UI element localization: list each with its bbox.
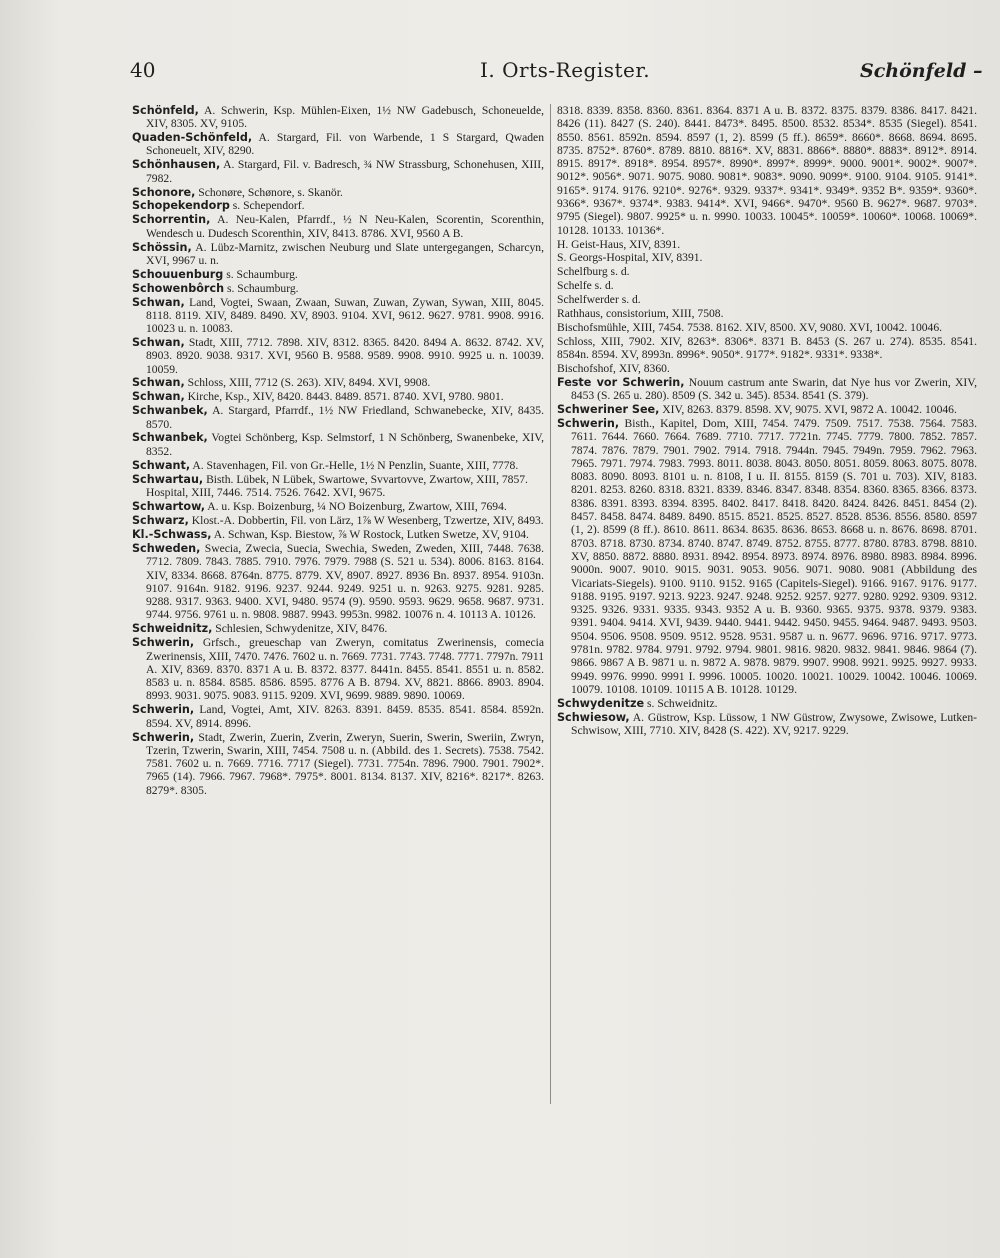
entry-headword: Schwan, [132,390,185,404]
entry-text: XIV, 8263. 8379. 8598. XV, 9075. XVI, 9872 A. 10042. 10046. [659,403,957,417]
entry-text: Bisth., Kapitel, Dom, XIII, 7454. 7479. 7509. 7517. 7538. 7564. 7583. 7611. 7644. 7660. 7664. 7689. 7710. 7717. 7721n. 7745. 7779. 7800. 7852. 7857. 7874. 7876. 7879. 7901. 7902. 7914. 7918. 7944n. 7945. 7949n. 7959. 7962. 7963. 7965. 7971. 7974. 7983. 7993. 8011. 8038. 8043. 8050. 8051. 8059. 8063. 8075. 8078. 8083. 8090. 8093. 8101 u. n. 8108, I u. II. 8155. 8159 (S. 701 u. 703). XIV, 8183. 8201. 8253. 8260. 8318. 8321. 8339. 8346. 8347. 8348. 8354. 8360. 8365. 8366. 8373. 8386. 8391. 8393. 8394. 8395. 8402. 8417. 8418. 8420. 8424. 8426. 8451. 8454 (2). 8457. 8458. 8474. 8489. 8490. 8515. 8521. 8525. 8527. 8528. 8536. 8556. 8580. 8597 (1, 2). 8599 (8 ff.). 8610. 8611. 8634. 8635. 8636. 8653. 8668 u. n. 8676. 8698. 8701. 8703. 8718. 8730. 8734. 8740. 8747. 8749. 8752. 8755. 8777. 8780. 8783. 8798. 8810. XV, 8850. 8872. 8880. 8931. 8942. 8954. 8973. 8974. 8976. 8980. 8983. 8984. 8996. 9000n. 9007. 9010. 9015. 9031. 9053. 9056. 9071. 9080. 9081 (Abbildung des Vicariats-Siegels). 9100. 9110. 9152. 9165 (Capitels-Siegel). 9166. 9167. 9176. 9177. 9188. 9195. 9197. 9213. 9223. 9247. 9248. 9252. 9257. 9277. 9280. 9292. 9309. 9312. 9325. 9326. 9331. 9335. 9343. 9352 A u. B. 9360. 9365. 9375. 9378. 9379. 9383. 9391. 9404. 9414. XVI, 9439. 9440. 9441. 9442. 9450. 9455. 9464. 9487. 9493. 9503. 9504. 9506. 9508. 9509. 9512. 9528. 9531. 9587 u. n. 9677. 9696. 9716. 9717. 9773. 9781n. 9782. 9784. 9791. 9792. 9794. 9801. 9816. 9820. 9832. 9841. 9846. 9864 (7). 9866. 9867 A B. 9871 u. n. 9872 A. 9878. 9879. 9907. 9908. 9921. 9925. 9927. 9933. 9949. 9976. 9990. 9991 I. 9996. 10005. 10020. 10021. 10029. 10042. 10046. 10069. 10079. 10108. 10109. 10115 A B. 10128. 10129. [571,416,977,696]
index-entry [132,390,544,403]
index-entry [132,241,544,268]
index-entry [132,282,544,295]
entry-text: s. Schependorf. [229,199,305,213]
entry-headword: Quaden-Schönfeld, [132,131,253,145]
entry-headword: Schwarz, [132,514,189,528]
entry-text: S. Georgs-Hospital, XIV, 8391. [557,251,703,265]
entry-headword: Schwydenitze [557,696,645,710]
index-entry [132,199,544,212]
index-entry [132,376,544,389]
entry-text: Bisth. Lübek, N Lübek, Swartowe, Svvartovve, Zwartow, XIII, 7857. [203,472,528,486]
section-title: I. Orts-Register. [480,58,651,82]
left-column [132,104,544,798]
entry-headword: Schwan, [132,335,185,349]
entry-text: Vogtei Schönberg, Ksp. Selmstorf, 1 N Schönberg, Swanenbeke, XIV, 8352. [146,431,544,458]
index-entry [132,404,544,431]
entry-headword: Schonore, [132,185,196,199]
index-entry [132,131,544,158]
entry-text: Bischofshof, XIV, 8360. [557,361,670,375]
index-entry [557,279,977,292]
entry-headword: Schweriner See, [557,403,660,417]
entry-text: Schlesien, Schwydenitze, XIV, 8476. [212,622,388,636]
entry-text: Stadt, XIII, 7712. 7898. XIV, 8312. 8365. 8420. 8494 A. 8632. 8742. XV, 8903. 8920. 9038. 9317. XVI, 9560 B. 9588. 9589. 9908. 9910. 9925 u. n. 10039. 10059. [146,335,544,376]
entry-text: Bischofsmühle, XIII, 7454. 7538. 8162. XIV, 8500. XV, 9080. XVI, 10042. 10046. [557,320,943,334]
index-entry [557,321,977,334]
index-entry [132,703,544,730]
entry-text: Land, Vogtei, Amt, XIV. 8263. 8391. 8459. 8535. 8541. 8584. 8592n. 8594. XV, 8914. 8996. [146,703,544,730]
index-entry [132,500,544,513]
entry-headword: Kl.-Schwass, [132,528,212,542]
index-entry [557,307,977,320]
index-entry [557,376,977,403]
entry-headword: Schwartau, [132,472,204,486]
index-entry [557,711,977,738]
index-entry [132,636,544,702]
entry-headword: Schweidnitz, [132,622,213,636]
entry-text: Schloss, XIII, 7902. XIV, 8263*. 8306*. 8371 B. 8453 (S. 267 u. 274). 8535. 8541. 8584n. 8594. XV, 8993n. 8996*. 9050*. 9177*. 9182*. 9331*. 9338*. [557,334,977,362]
index-entry [557,251,977,264]
entry-headword: Schwan, [132,376,185,390]
index-entry [132,296,544,336]
index-entry [557,335,977,362]
entry-text: Schelfwerder s. d. [557,293,641,307]
entry-text: A. Neu-Kalen, Pfarrdf., ½ N Neu-Kalen, Scorentin, Scorenthin, Wendesch u. Dudesch Scorenthin, XIV, 8413. 8786. XVI, 9560 A B. [146,213,544,240]
entry-text: Grfsch., greueschap van Zweryn, comitatus Zwerinensis, comecia Zwerinensis, XIII, 7470. 7476. 7602 u. n. 7669. 7731. 7743. 7748. 7771. 7797n. 7911 A. XIV, 8369. 8370. 8371 A u. B. 8372. 8377. 8441n. 8455. 8541. 8551 u. n. 8582. 8583 u. n. 8584. 8585. 8586. 8595. 8776 A B. 8794. XV, 8821. 8866. 8903. 8904. 8993. 9031. 9075. 9083. 9115. 9209. XVI, 9699. 9889. 9890. 10069. [146,636,544,703]
entry-text: Swecia, Zwecia, Suecia, Swechia, Sweden, Zweden, XIII, 7448. 7638. 7712. 7809. 7843. 7885. 7910. 7976. 7979. 7988 (S. 521 u. 534). 8006. 8163. 8164. XIV, 8334. 8668. 8764n. 8775. 8779. XV, 8907. 8927. 8936 Bn. 8937. 8954. 9103n. 9107. 9164n. 9182. 9196. 9237. 9244. 9249. 9251 u. n. 9263. 9275. 9281. 9285. 9288. 9317. 9363. 9400. XVI, 9480. 9574 (9). 9590. 9593. 9629. 9658. 9687. 9731. 9744. 9756. 9761 u. n. 9808. 9887. 9943. 9953n. 9982. 10076 n. 4. 10113 A. 10126. [146,541,544,622]
catchword: Schönfeld – [860,60,983,82]
entry-headword: Schwartow, [132,500,205,514]
entry-text: Nouum castrum ante Swarin, dat Nye hus vor Zwerin, XIV, 8453 (S. 265 u. 280). 8509 (S. 342 u. 345). 8534. 8541 (S. 379). [571,375,977,403]
entry-text: A. Stargard, Pfarrdf., 1½ NW Friedland, Schwanebecke, XIV, 8435. 8570. [146,404,544,431]
entry-headword: Schönfeld, [132,104,199,117]
entry-headword: Schönhausen, [132,158,221,172]
entry-text: Kirche, Ksp., XIV, 8420. 8443. 8489. 8571. 8740. XVI, 9780. 9801. [184,390,504,404]
entry-headword: Schwerin, [132,730,195,744]
entry-headword: Schouuenburg [132,267,224,281]
entry-text: A. Schwan, Ksp. Biestow, ⅞ W Rostock, Lutken Swetze, XV, 9104. [211,528,529,542]
index-entry [132,731,544,797]
entry-text: Schelfe s. d. [557,279,614,293]
entry-text: A. u. Ksp. Boizenburg, ¼ NO Boizenburg, Zwartow, XIII, 7694. [204,500,507,514]
entry-text: Stadt, Zwerin, Zuerin, Zverin, Zweryn, Suerin, Swerin, Sweriin, Zwryn, Tzerin, Tzwerin, Swarin, XIII, 7454. 7508 u. n. (Abbild. des 1. Secrets). 7538. 7542. 7581. 7602 u. n. 7669. 7716. 7717 (Siegel). 7731. 7754n. 7896. 7900. 7901. 7902*. 7965 (14). 7966. 7967. 7968*. 7975*. 8001. 8134. 8137. XIV, 8216*. 8217*. 8263. 8279*. 8305. [146,730,544,797]
entry-headword: Schössin, [132,240,192,254]
index-entry [557,265,977,278]
entry-headword: Schwerin, [132,703,195,717]
index-entry [557,238,977,251]
entry-text: s. Schaumburg. [224,281,299,295]
entry-text: A. Stargard, Fil. von Warbende, 1 S Stargard, Qwaden Schoneuelt, XIV, 8290. [146,131,544,158]
entry-text: A. Stargard, Fil. v. Badresch, ¾ NW Strassburg, Schonehusen, XIII, 7982. [146,158,544,185]
index-entry [557,362,977,375]
index-entry [132,431,544,458]
index-entry [132,336,544,376]
entry-headword: Schweden, [132,541,201,555]
entry-text: Schonøre, Schønore, s. Skanör. [195,185,343,199]
entry-text: Schloss, XIII, 7712 (S. 263). XIV, 8494. XVI, 9908. [184,376,431,390]
entry-text: Schelfburg s. d. [557,265,630,279]
index-entry [557,417,977,696]
entry-headword: Schwanbek, [132,431,208,445]
page-header [0,58,1000,88]
index-entry [557,104,977,237]
index-entry [132,473,544,486]
index-entry [132,213,544,240]
index-entry [557,293,977,306]
entry-text: Hospital, XIII, 7446. 7514. 7526. 7642. XVI, 9675. [146,486,386,500]
index-entry [132,542,544,622]
index-entry [132,186,544,199]
index-entry [557,403,977,416]
entry-text: Klost.-A. Dobbertin, Fil. von Lärz, 1⅞ W Wesenberg, Tzwertze, XIV, 8493. [188,514,544,528]
entry-headword: Schwant, [132,458,191,472]
index-entry [132,459,544,472]
right-column [557,104,977,738]
page-number: 40 [130,58,156,82]
entry-headword: Feste vor Schwerin, [557,375,685,389]
entry-headword: Schwerin, [557,416,620,430]
entry-text: Land, Vogtei, Swaan, Zwaan, Suwan, Zuwan, Zywan, Sywan, XIII, 8045. 8118. 8119. XIV, 8489. 8490. XV, 8903. 9104. XVI, 9612. 9627. 9781. 9908. 9916. 10023 u. n. 10083. [146,295,544,336]
entry-headword: Schwerin, [132,636,195,650]
entry-text: H. Geist-Haus, XIV, 8391. [557,237,681,251]
entry-text: A. Lübz-Marnitz, zwischen Neuburg und Slate untergegangen, Scharcyn, XVI, 9967 u. n. [146,240,544,267]
entry-headword: Schopekendorp [132,199,230,213]
entry-text: A. Schwerin, Ksp. Mühlen-Eixen, 1½ NW Gadebusch, Schoneuelde, XIV, 8305. XV, 9105. [146,104,544,131]
index-entry [132,528,544,541]
index-entry [132,514,544,527]
column-divider [550,104,551,1104]
entry-text: Rathhaus, consistorium, XIII, 7508. [557,307,724,321]
entry-headword: Schwiesow, [557,710,630,724]
entry-headword: Schorrentin, [132,213,211,227]
entry-text: s. Schaumburg. [223,267,298,281]
index-entry [132,622,544,635]
index-entry [132,486,544,499]
entry-headword: Schowenbôrch [132,281,225,295]
entry-headword: Schwanbek, [132,404,208,418]
entry-text: A. Güstrow, Ksp. Lüssow, 1 NW Güstrow, Zwysowe, Zwisowe, Lutken-Schwisow, XIII, 7710. XIV, 8428 (S. 422). XV, 9217. 9229. [571,710,977,737]
entry-text: 8318. 8339. 8358. 8360. 8361. 8364. 8371 A u. B. 8372. 8375. 8379. 8386. 8417. 8421. 8426 (11). 8427 (S. 240). 8441. 8473*. 8495. 8500. 8532. 8534*. 8535 (Siegel). 8541. 8550. 8561. 8592n. 8594. 8597 (1, 2). 8599 (5 ff.). 8659*. 8660*. 8668. 8694. 8695. 8735. 8752*. 8760*. 8789. 8810. 8816*. XV, 8831. 8866*. 8880*. 8883*. 8912*. 8914. 8915. 8917*. 8918*. 8954. 8957*. 8990*. 8997*. 8999*. 9000. 9001*. 9002*. 9007*. 9012*. 9056*. 9071. 9075. 9080. 9081*. 9083*. 9090. 9099*. 9100. 9104. 9105. 9141*. 9165*. 9174. 9176. 9210*. 9276*. 9329. 9337*. 9341*. 9349*. 9352 B*. 9359*. 9360*. 9366*. 9367*. 9374*. 9383. 9414*. XVI, 9466*. 9470*. 9560 B. 9627*. 9687. 9703*. 9795 (Siegel). 9807. 9925* u. n. 9990. 10033. 10045*. 10059*. 10060*. 10068. 10069*. 10128. 10133. 10136*. [557,104,977,237]
index-entry [132,104,544,131]
index-entry [132,158,544,185]
entry-text: s. Schweidnitz. [644,696,718,710]
entry-text: A. Stavenhagen, Fil. von Gr.-Helle, 1½ N Penzlin, Suante, XIII, 7778. [190,458,519,472]
index-entry [557,697,977,710]
index-entry [132,268,544,281]
entry-headword: Schwan, [132,295,185,309]
